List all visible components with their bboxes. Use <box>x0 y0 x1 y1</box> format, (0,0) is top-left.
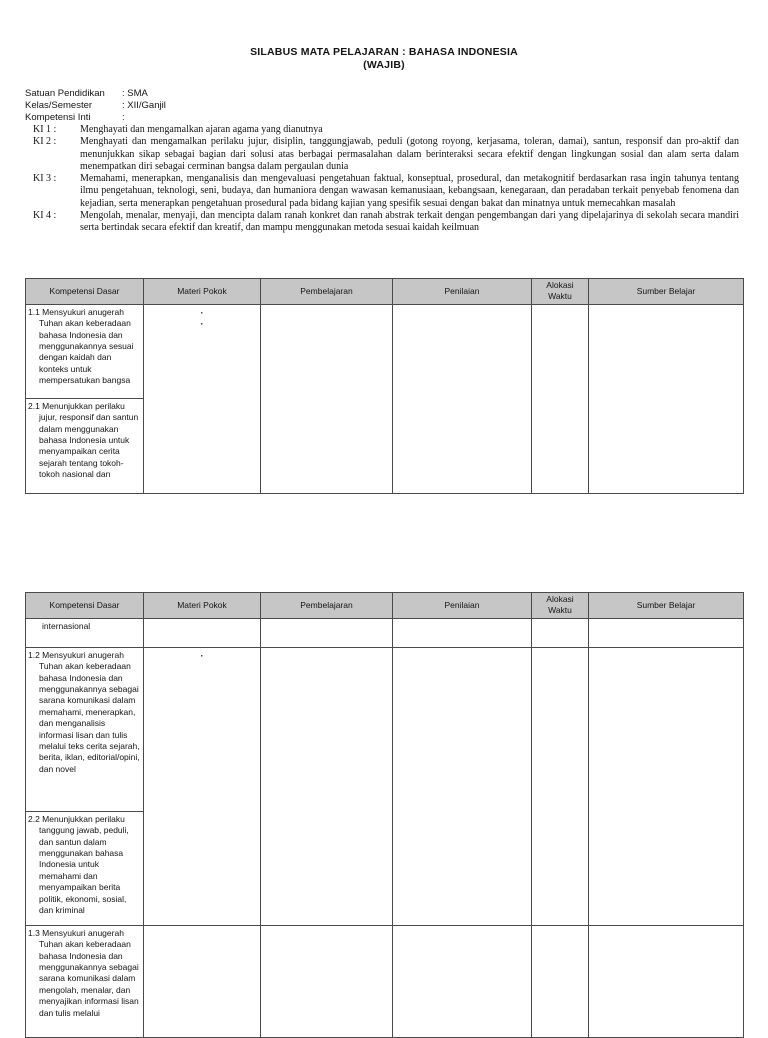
title-line-1: SILABUS MATA PELAJARAN : BAHASA INDONESIA <box>250 46 518 58</box>
table-row <box>26 304 744 398</box>
header-penilaian: Penilaian <box>393 279 532 305</box>
ki-1-text: Menghayati dan mengamalkan ajaran agama yang dianutnya <box>80 124 323 135</box>
kd-cell-2-2: 2.2 Menunjukkan perilaku tanggung jawab, peduli, dan santun dalam menggunakan bahasa Indonesia untuk memahami dan menyampaikan berita politik, ekonomi, sosial, dan kriminal <box>26 811 144 925</box>
header-kompetensi-dasar: Kompetensi Dasar <box>26 593 144 619</box>
alokasi-waktu-cell <box>532 647 589 925</box>
header-materi-pokok: Materi Pokok <box>144 279 261 305</box>
sumber-belajar-cell <box>589 647 744 925</box>
alokasi-waktu-cell <box>532 618 589 647</box>
bullet-dot: · <box>200 307 204 318</box>
meta-value: : SMA <box>122 88 148 99</box>
pembelajaran-cell <box>261 618 393 647</box>
meta-row-kelas-semester <box>25 100 166 112</box>
sumber-belajar-cell <box>589 304 744 493</box>
ki-4-label: KI 4 : <box>33 210 57 222</box>
ki-3-label: KI 3 : <box>33 173 57 185</box>
pembelajaran-cell <box>261 647 393 925</box>
penilaian-cell <box>393 647 532 925</box>
alokasi-waktu-cell <box>532 304 589 493</box>
meta-value: : XII/Ganjil <box>122 100 166 111</box>
pembelajaran-cell <box>261 304 393 493</box>
kd-cell-1-1: 1.1 Mensyukuri anugerah Tuhan akan keberadaan bahasa Indonesia dan menggunakannya sesuai dengan kaidah dan konteks untuk mempersatukan bangsa <box>26 304 144 398</box>
meta-label: Kelas/Semester <box>25 100 93 111</box>
table-1-header-row <box>26 279 744 305</box>
header-alokasi-waktu: Alokasi Waktu <box>532 593 589 619</box>
ki-2-text: Menghayati dan mengamalkan perilaku jujur, disiplin, tanggungjawab, peduli (gotong royong, kerjasama, toleran, damai), santun, responsif dan pro-aktif dan menunjukkan sikap sebagai bagian dari solusi atas berbagai permasalahan dalam berinteraksi secara efektif dengan lingkungan sosial dan alam serta dalam menempatkan diri sebagai cerminan bangsa dalam pergaulan dunia <box>80 136 739 172</box>
header-sumber-belajar: Sumber Belajar <box>589 279 744 305</box>
meta-block <box>25 88 166 124</box>
ki-1-label: KI 1 : <box>33 124 57 135</box>
penilaian-cell <box>393 618 532 647</box>
meta-row-kompetensi-inti <box>25 112 166 124</box>
ki-3-row <box>33 173 739 210</box>
kd-cell-2-1: 2.1 Menunjukkan perilaku jujur, responsif dan santun dalam menggunakan bahasa Indonesia untuk menyampaikan cerita sejarah tentang tokoh-tokoh nasional dan <box>26 398 144 493</box>
table-row <box>26 925 744 1037</box>
alokasi-waktu-cell <box>532 925 589 1037</box>
table-row <box>26 647 744 811</box>
meta-label: Satuan Pendidikan <box>25 88 105 99</box>
kd-cell-1-3: 1.3 Mensyukuri anugerah Tuhan akan keberadaan bahasa Indonesia dan menggunakannya sebagai sarana komunikasi dalam mengolah, menalar, dan menyajikan informasi lisan dan tulis melalui <box>26 925 144 1037</box>
ki-1-row <box>33 124 739 136</box>
silabus-table-1 <box>25 278 744 494</box>
bullet-dot: · <box>200 318 204 329</box>
header-alokasi-waktu: Alokasi Waktu <box>532 279 589 305</box>
kd-cell-1-2: 1.2 Mensyukuri anugerah Tuhan akan keberadaan bahasa Indonesia dan menggunakannya sebagai sarana komunikasi dalam memahami, menerapkan, dan menganalisis informasi lisan dan tulis melalui teks cerita sejarah, berita, iklan, editorial/opini, dan novel <box>26 647 144 811</box>
header-pembelajaran: Pembelajaran <box>261 593 393 619</box>
penilaian-cell <box>393 925 532 1037</box>
materi-pokok-cell <box>144 647 261 925</box>
header-kompetensi-dasar: Kompetensi Dasar <box>26 279 144 305</box>
penilaian-cell <box>393 304 532 493</box>
sumber-belajar-cell <box>589 618 744 647</box>
ki-4-row <box>33 210 739 235</box>
bullet-dot: · <box>200 650 204 661</box>
kompetensi-inti-list <box>33 124 739 235</box>
materi-pokok-cell <box>144 618 261 647</box>
sumber-belajar-cell <box>589 925 744 1037</box>
meta-value: : <box>122 112 125 123</box>
materi-pokok-cell <box>144 304 261 493</box>
table-row <box>26 618 744 647</box>
ki-4-text: Mengolah, menalar, menyaji, dan mencipta dalam ranah konkret dan ranah abstrak terkait dengan pengembangan dari yang dipelajarinya di sekolah secara mandiri serta bertindak secara efektif dan kreatif, dan mampu menggunakan metoda sesuai kaidah keilmuan <box>80 210 739 234</box>
materi-pokok-cell <box>144 925 261 1037</box>
header-penilaian: Penilaian <box>393 593 532 619</box>
ki-3-text: Memahami, menerapkan, menganalisis dan mengevaluasi pengetahuan faktual, konseptual, prosedural, dan metakognitif berdasarkan rasa ingin tahunya tentang ilmu pengetahuan, teknologi, seni, budaya, dan humaniora dengan wawasan kemanusiaan, kebangsaan, kenegaraan, dan peradaban terkait penyebab fenomena dan kejadian, serta menerapkan pengetahuan prosedural pada bidang kajian yang spesifik sesuai dengan bakat dan minatnya untuk memecahkan masalah <box>80 173 739 209</box>
title-line-2: (WAJIB) <box>363 58 405 71</box>
header-materi-pokok: Materi Pokok <box>144 593 261 619</box>
ki-2-row <box>33 136 739 173</box>
meta-row-satuan-pendidikan <box>25 88 166 100</box>
header-sumber-belajar: Sumber Belajar <box>589 593 744 619</box>
table-2-header-row <box>26 593 744 619</box>
document-title <box>0 46 768 71</box>
silabus-table-2 <box>25 592 744 1038</box>
ki-2-label: KI 2 : <box>33 136 57 148</box>
header-pembelajaran: Pembelajaran <box>261 279 393 305</box>
kd-continuation-cell: internasional <box>26 618 144 647</box>
meta-label: Kompetensi Inti <box>25 112 91 123</box>
pembelajaran-cell <box>261 925 393 1037</box>
